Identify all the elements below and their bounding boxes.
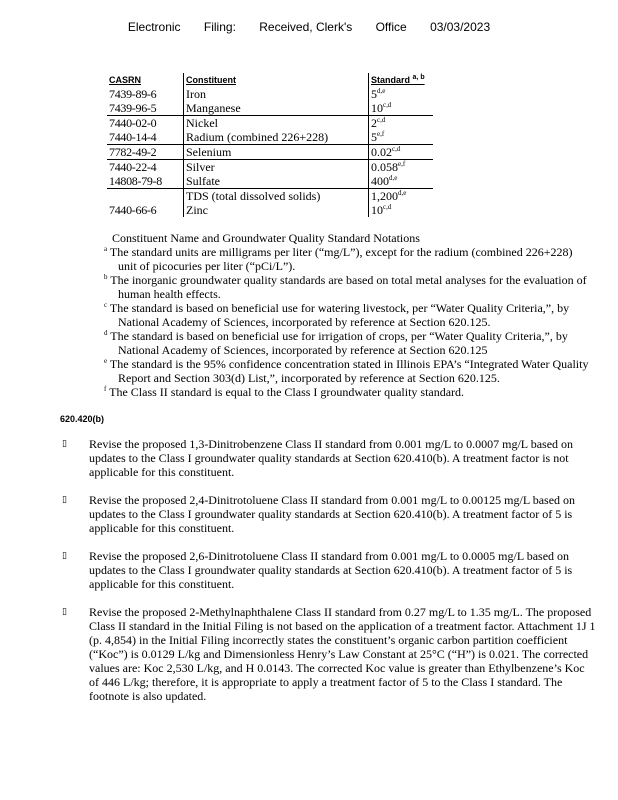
footnote — [104, 357, 594, 385]
standard-value: 0.058 — [371, 160, 398, 174]
footnote-text: The Class II standard is equal to the Class I groundwater quality standard. — [109, 385, 465, 399]
table-row — [107, 101, 433, 116]
notations — [104, 231, 594, 399]
footnote-mark: d — [104, 329, 108, 337]
casrn-cell: 7440-14-4 — [109, 130, 157, 144]
footnote-mark: b — [104, 273, 108, 281]
constituent-cell: Radium (combined 226+228) — [184, 130, 369, 145]
footnote-text: The standard is based on beneficial use for irrigation of crops, per “Water Quality Criteria,”, by National Academy of Sciences, incorporated by reference at Section 620.125 — [110, 329, 568, 357]
header-label: Electronic — [127, 20, 181, 34]
table-row — [107, 130, 433, 145]
table-row — [107, 87, 433, 101]
table-row — [107, 160, 433, 175]
footnote-text: The standard is based on beneficial use for watering livestock, per “Water Quality Criteria,”, by National Academy of Sciences, incorporated by reference at Section 620.125. — [109, 301, 570, 329]
standard-notation: d,e — [377, 87, 386, 95]
revision-bullet — [62, 549, 597, 591]
footnote — [104, 329, 594, 357]
col-constituent: Constituent — [184, 73, 369, 87]
footnote-mark: a — [104, 245, 108, 253]
revision-bullet — [62, 437, 597, 479]
standard-notation: d,e — [389, 174, 398, 182]
casrn-cell: 7440-66-6 — [109, 203, 157, 217]
header-received: Received, Clerk's — [259, 20, 353, 34]
bullet-text: Revise the proposed 1,3-Dinitrobenzene Class II standard from 0.001 mg/L to 0.0007 mg/L based on updates to the Class I groundwater quality standards at Section 620.410(b). A treatment factor is not applicable for this constituent. — [89, 437, 574, 479]
table-row — [107, 203, 433, 217]
square-bullet-icon: ▯ — [62, 439, 67, 449]
constituent-cell: Sulfate — [184, 174, 369, 189]
standard-value: 5 — [371, 130, 377, 144]
standard-notation: c,d — [383, 203, 392, 211]
standard-value: 10 — [371, 203, 383, 217]
standard-value: 0.02 — [371, 145, 392, 159]
square-bullet-icon: ▯ — [62, 495, 67, 505]
table-row — [107, 189, 433, 204]
constituent-cell: Iron — [184, 87, 369, 101]
bullet-text: Revise the proposed 2,6-Dinitrotoluene Class II standard from 0.001 mg/L to 0.0005 mg/L based on updates to the Class I groundwater quality standards at Section 620.410(b). A treatment factor of 5 is applicable for this constituent. — [89, 549, 573, 591]
col-standard-label: Standard — [371, 75, 411, 85]
footnote-mark: c — [104, 301, 108, 309]
square-bullet-icon: ▯ — [62, 607, 67, 617]
standard-cell — [369, 160, 434, 175]
footnote-text: The inorganic groundwater quality standards are based on total metal analyses for the evaluation of human health effects. — [110, 273, 587, 301]
footnote — [104, 273, 594, 301]
standard-notation: e,f — [377, 130, 385, 138]
standard-cell — [369, 203, 434, 217]
footnote-text: The standard is the 95% confidence concentration stated in Illinois EPA’s “Integrated Water Quality Report and Section 303(d) List,”, incorporated by reference at Section 620.125. — [109, 357, 589, 385]
standard-notation: c,d — [377, 116, 386, 124]
standard-cell — [369, 189, 434, 204]
header-date: 03/03/2023 — [430, 20, 491, 34]
section-heading: 620.420(b) — [60, 414, 105, 424]
standard-cell — [369, 174, 434, 189]
constituent-cell: Nickel — [184, 116, 369, 131]
standard-notation: e,f — [398, 160, 406, 168]
casrn-cell: 7439-89-6 — [109, 87, 157, 101]
footnote-mark: f — [104, 385, 107, 393]
constituent-cell: Manganese — [184, 101, 369, 116]
col-standard-sup: a, b — [412, 74, 425, 81]
casrn-cell — [107, 189, 184, 204]
body-flow — [0, 231, 618, 717]
standard-cell — [369, 87, 434, 101]
casrn-cell: 7439-96-5 — [109, 101, 157, 115]
table-row — [107, 145, 433, 160]
col-casrn: CASRN — [109, 75, 142, 85]
standard-value: 400 — [371, 174, 389, 188]
bullet-text: Revise the proposed 2,4-Dinitrotoluene Class II standard from 0.001 mg/L to 0.00125 mg/L based on updates to the Class I groundwater quality standards at Section 620.410(b). A treatment factor of 5 is applicable for this constituent. — [89, 493, 576, 535]
footnote — [104, 245, 594, 273]
standard-notation: d,e — [398, 189, 407, 197]
constituent-cell: Silver — [184, 160, 369, 175]
standard-cell — [369, 145, 434, 160]
footnote-text: The standard units are milligrams per liter (“mg/L”), except for the radium (combined 226+228) unit of picocuries per liter (“pCi/L”). — [109, 245, 573, 273]
standard-cell — [369, 116, 434, 131]
standards-table — [107, 73, 433, 217]
notations-title: Constituent Name and Groundwater Quality Standard Notations — [112, 231, 420, 245]
table-row — [107, 116, 433, 131]
header-office: Office — [375, 20, 407, 34]
standard-notation: c,d — [392, 145, 401, 153]
bullet-text: Revise the proposed 2-Methylnaphthalene Class II standard from 0.27 mg/L to 1.35 mg/L. The proposed Class II standard in the Initial Filing is not based on the application of a treatment factor. Attachment 1J 1 (p. 4,854) in the Initial Filing incorrectly states the constituent’s organic carbon partition coefficient (“Koc”) is 0.0129 L/kg and Dimensionless Henry’s Law Constant at 25°C (“H”) is 0.021. The corrected values are: Koc 2,530 L/kg, and H 0.0143. The corrected Koc value is greater than Ethylbenzene’s Koc of 446 L/kg; therefore, it is appropriate to apply a treatment factor of 5 to the Class I standard. The footnote is also updated. — [89, 605, 596, 703]
footnote-mark: e — [104, 357, 108, 365]
table-row — [107, 174, 433, 189]
revision-bullet — [62, 493, 597, 535]
casrn-cell: 7782-49-2 — [107, 145, 184, 160]
filing-header — [0, 20, 618, 34]
constituent-cell: TDS (total dissolved solids) — [184, 189, 369, 204]
square-bullet-icon: ▯ — [62, 551, 67, 561]
col-standard — [369, 73, 434, 87]
standard-notation: c,d — [383, 101, 392, 109]
standard-value: 5 — [371, 87, 377, 101]
standard-value: 10 — [371, 101, 383, 115]
casrn-cell: 14808-79-8 — [109, 174, 162, 188]
revision-bullet — [62, 605, 597, 703]
casrn-cell: 7440-02-0 — [107, 116, 184, 131]
constituent-cell: Zinc — [184, 203, 369, 217]
footnote — [104, 301, 594, 329]
standard-cell — [369, 130, 434, 145]
casrn-cell: 7440-22-4 — [107, 160, 184, 175]
standard-value: 1,200 — [371, 189, 398, 203]
footnote — [104, 385, 594, 399]
header-filing: Filing: — [203, 20, 236, 34]
constituent-cell: Selenium — [184, 145, 369, 160]
standard-value: 2 — [371, 116, 377, 130]
standard-cell — [369, 101, 434, 116]
